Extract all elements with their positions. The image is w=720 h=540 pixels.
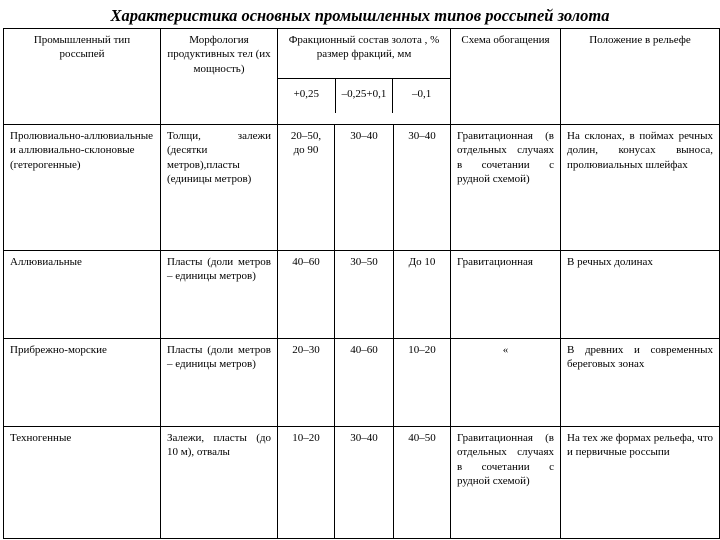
deposits-table [3, 28, 720, 539]
row-relief: В древних и современных береговых зонах [561, 339, 720, 427]
row-frac1: 10–20 [278, 427, 335, 539]
header-frac-mid: –0,25+0,1 [335, 79, 393, 113]
row-morphology: Толщи, залежи (десятки метров),пласты (единицы метров) [161, 125, 278, 251]
row-relief: На склонах, в поймах речных долин, конусах выноса, пролювиальных шлейфах [561, 125, 720, 251]
row-frac2: 30–40 [335, 125, 394, 251]
row-type: Аллювиальные [4, 251, 161, 339]
table-row [4, 251, 720, 339]
header-scheme: Схема обогащения [451, 29, 561, 125]
header-row [4, 29, 720, 125]
row-morphology: Залежи, пласты (до 10 м), отвалы [161, 427, 278, 539]
row-frac3: 40–50 [394, 427, 451, 539]
row-scheme: Гравитационная (в отдельных случаях в сочетании с рудной схемой) [451, 427, 561, 539]
header-frac-plus-025: +0,25 [293, 88, 320, 100]
row-morphology: Пласты (доли метров – единицы метров) [161, 339, 278, 427]
row-scheme: Гравитационная [451, 251, 561, 339]
row-frac2: 40–60 [335, 339, 394, 427]
row-frac1: 40–60 [278, 251, 335, 339]
row-morphology: Пласты (доли метров – единицы метров) [161, 251, 278, 339]
table-row [4, 427, 720, 539]
row-frac3: 10–20 [394, 339, 451, 427]
page-title: Характеристика основных промышленных типов россыпей золота [110, 6, 610, 25]
header-relief: Положение в рельефе [561, 29, 720, 125]
row-frac1: 20–50, до 90 [278, 125, 335, 251]
row-type: Прибрежно-морские [4, 339, 161, 427]
header-fraction: Фракционный состав золота , % размер фракций, мм [278, 29, 450, 79]
header-frac-minus-01: –0,1 [392, 79, 450, 113]
header-type: Промышленный тип россыпей [4, 29, 161, 125]
table-row [4, 339, 720, 427]
row-frac1: 20–30 [278, 339, 335, 427]
row-frac3: До 10 [394, 251, 451, 339]
header-fraction-group [278, 29, 451, 125]
row-frac2: 30–40 [335, 427, 394, 539]
row-relief: В речных долинах [561, 251, 720, 339]
header-morphology: Морфология продуктивных тел (их мощность) [161, 29, 278, 125]
row-scheme: Гравитационная (в отдельных случаях в сочетании с рудной схемой) [451, 125, 561, 251]
row-frac3: 30–40 [394, 125, 451, 251]
row-relief: На тех же формах рельефа, что и первичные россыпи [561, 427, 720, 539]
row-scheme: « [451, 339, 561, 427]
row-type: Техногенные [4, 427, 161, 539]
table-row [4, 125, 720, 251]
row-type: Пролювиально-аллювиальные и аллювиально-склоновые (гетерогенные) [4, 125, 161, 251]
row-frac2: 30–50 [335, 251, 394, 339]
